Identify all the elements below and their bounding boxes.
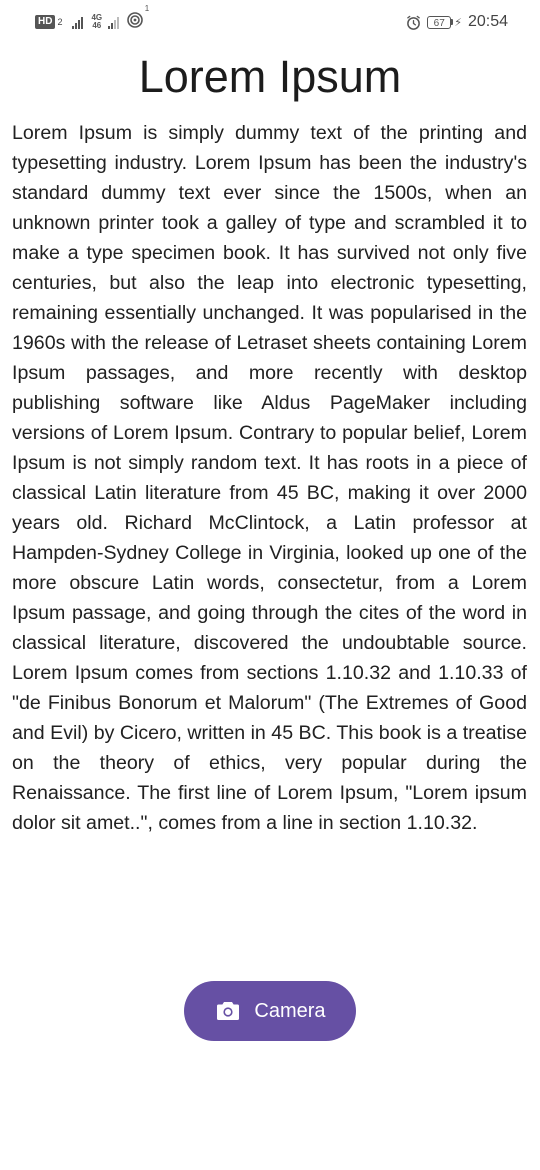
status-right (406, 13, 508, 31)
signal-icon (72, 15, 83, 29)
camera-button-label: Camera (254, 999, 326, 1022)
page-title: Lorem Ipsum (138, 51, 402, 102)
camera-icon (216, 1001, 240, 1021)
hd-badge: HD (35, 15, 55, 29)
network-type-bottom: 46 (92, 21, 102, 30)
alarm-icon (406, 15, 421, 30)
status-bar (0, 0, 540, 44)
camera-button[interactable] (184, 981, 356, 1041)
status-time: 20:54 (467, 13, 508, 30)
battery-icon (427, 16, 462, 29)
wifi-count: 1 (144, 3, 150, 13)
status-left (35, 3, 150, 33)
charging-icon: ⚡ (454, 16, 462, 29)
wifi-icon (127, 3, 150, 33)
hd-sim-number: 2 (57, 17, 63, 27)
network-type-top: 4G (91, 13, 103, 22)
body-text: Lorem Ipsum is simply dummy text of the printing and typesetting industry. Lorem Ipsum has been the industry's standard dummy text ever since the 1500s, when an unknown printer took a galley of type and scrambled it to make a type specimen book. It has survived not only five centuries, but also the leap into electronic typesetting, remaining essentially unchanged. It was popularised in the 1960s with the release of Letraset sheets containing Lorem Ipsum passages, and more recently with desktop publishing software like Aldus PageMaker including versions of Lorem Ipsum. Contrary to popular belief, Lorem Ipsum is not simply random text. It has roots in a piece of classical Latin literature from 45 BC, making it over 2000 years old. Richard McClintock, a Latin professor at Hampden-Sydney College in Virginia, looked up one of the more obscure Latin words, consectetur, from a Lorem Ipsum passage, and going through the cites of the word in classical literature, discovered the undoubtable source. Lorem Ipsum comes from sections 1.10.32 and 1.10.33 of "de Finibus Bonorum et Malorum" (The Extremes of Good and Evil) by Cicero, written in 45 BC. This book is a treatise on the theory of ethics, very popular during the Renaissance. The first line of Lorem Ipsum, "Lorem ipsum dolor sit amet..", comes from a line in section 1.10.32. (12, 122, 527, 834)
network-type-label (91, 14, 102, 30)
battery-level: 67 (427, 16, 451, 29)
signal-secondary-icon (108, 15, 119, 29)
